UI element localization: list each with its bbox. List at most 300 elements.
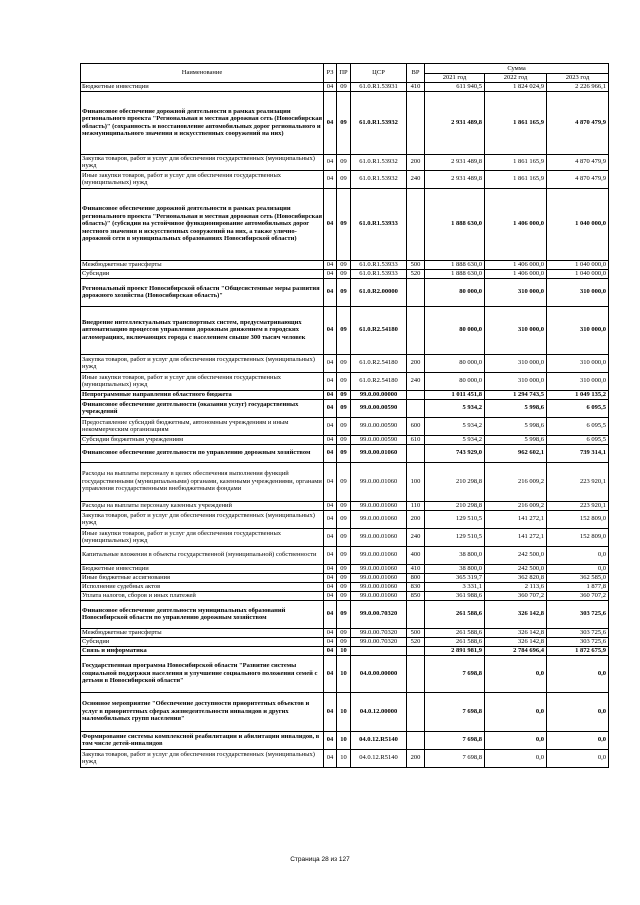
row-vr [407,692,425,731]
table-row [81,354,609,372]
row-value-2021: 743 929,0 [425,444,485,462]
row-value-2023: 1 877,8 [547,582,609,591]
row-value-2023: 0,0 [547,692,609,731]
table-row [81,390,609,399]
row-value-2022: 141 272,1 [485,528,547,546]
row-csr: 61.0.R1.53933 [351,260,407,269]
row-pr: 09 [337,91,351,154]
row-value-2022: 2 784 696,4 [485,646,547,655]
row-csr: 99.0.00.01060 [351,564,407,573]
row-rz: 04 [324,154,337,170]
row-vr [407,444,425,462]
row-value-2022: 0,0 [485,655,547,692]
row-rz: 04 [324,528,337,546]
row-pr: 09 [337,399,351,417]
row-csr: 61.0.R2.54180 [351,354,407,372]
table-row [81,749,609,767]
row-value-2022: 1 861 165,9 [485,91,547,154]
row-rz: 04 [324,278,337,306]
row-name: Непрограммные направления областного бюджета [81,390,324,399]
row-pr: 10 [337,731,351,749]
row-value-2022: 242 500,0 [485,546,547,564]
row-rz: 04 [324,372,337,390]
row-vr: 110 [407,501,425,510]
row-name: Закупка товаров, работ и услуг для обеспечения государственных (муниципальных) нужд [81,354,324,372]
row-vr: 500 [407,260,425,269]
budget-table-sheet [80,63,608,768]
row-value-2023: 310 000,0 [547,306,609,354]
row-csr: 99.0.00.70320 [351,600,407,628]
row-pr: 09 [337,462,351,501]
row-vr: 200 [407,510,425,528]
row-vr [407,278,425,306]
row-value-2023: 6 095,5 [547,417,609,435]
table-row [81,628,609,637]
row-value-2023: 739 314,1 [547,444,609,462]
table-row [81,435,609,444]
row-rz: 04 [324,731,337,749]
table-body [81,83,609,768]
row-value-2022: 360 707,2 [485,591,547,600]
table-row [81,546,609,564]
row-vr: 240 [407,170,425,188]
row-value-2022: 1 406 000,0 [485,188,547,260]
row-pr: 09 [337,628,351,637]
table-row [81,582,609,591]
row-value-2022: 216 009,2 [485,462,547,501]
row-value-2023: 303 725,6 [547,628,609,637]
row-value-2023: 1 049 135,2 [547,390,609,399]
table-row [81,188,609,260]
header-csr: ЦСР [351,64,407,83]
row-rz: 04 [324,546,337,564]
row-pr: 09 [337,591,351,600]
row-pr: 09 [337,510,351,528]
row-pr: 09 [337,83,351,92]
row-value-2022: 5 998,6 [485,399,547,417]
row-vr: 520 [407,637,425,646]
row-value-2021: 7 698,8 [425,731,485,749]
row-name: Иные бюджетные ассигнования [81,573,324,582]
row-vr: 610 [407,435,425,444]
table-row [81,637,609,646]
header-pr: ПР [337,64,351,83]
row-csr: 61.0.R1.53932 [351,170,407,188]
table-row [81,600,609,628]
row-rz: 04 [324,628,337,637]
row-value-2022: 310 000,0 [485,278,547,306]
row-value-2021: 611 940,5 [425,83,485,92]
row-rz: 04 [324,510,337,528]
row-pr: 09 [337,582,351,591]
row-value-2021: 261 588,6 [425,628,485,637]
row-rz: 04 [324,170,337,188]
row-csr: 99.0.00.00000 [351,390,407,399]
row-csr: 61.0.R1.53932 [351,91,407,154]
table-row [81,417,609,435]
row-value-2023: 1 040 000,0 [547,260,609,269]
row-value-2023: 303 725,6 [547,637,609,646]
row-csr: 99.0.00.01060 [351,573,407,582]
header-year-2023: 2023 год [547,74,609,83]
row-value-2023: 362 585,0 [547,573,609,582]
row-pr: 09 [337,188,351,260]
row-name: Связь и информатика [81,646,324,655]
row-csr: 61.0.R1.53933 [351,188,407,260]
row-name: Предоставление субсидий бюджетным, автономным учреждениям и иным некоммерческим организациям [81,417,324,435]
table-row [81,462,609,501]
row-csr: 99.0.00.01060 [351,444,407,462]
table-row [81,692,609,731]
row-rz: 04 [324,444,337,462]
table-row [81,269,609,278]
row-csr: 99.0.00.01060 [351,546,407,564]
row-value-2021: 129 510,5 [425,510,485,528]
row-value-2022: 216 009,2 [485,501,547,510]
row-pr: 09 [337,600,351,628]
table-row [81,655,609,692]
header-year-2021: 2021 год [425,74,485,83]
row-rz: 04 [324,749,337,767]
row-value-2023: 310 000,0 [547,372,609,390]
row-csr: 99.0.00.01060 [351,582,407,591]
row-value-2023: 6 095,5 [547,435,609,444]
table-row [81,501,609,510]
row-value-2023: 4 870 479,9 [547,170,609,188]
row-rz: 04 [324,306,337,354]
row-vr: 400 [407,546,425,564]
row-value-2022: 0,0 [485,731,547,749]
row-rz: 04 [324,591,337,600]
row-pr: 09 [337,528,351,546]
row-name: Формирование системы комплексной реабилитации и абилитации инвалидов, в том числе детей-инвалидов [81,731,324,749]
row-name: Бюджетные инвестиции [81,83,324,92]
table-row [81,573,609,582]
row-vr: 240 [407,528,425,546]
table-row [81,372,609,390]
row-value-2022: 1 406 000,0 [485,269,547,278]
row-value-2022: 2 113,6 [485,582,547,591]
header-sum: Сумма [425,64,609,74]
row-vr: 240 [407,372,425,390]
row-pr: 10 [337,749,351,767]
row-value-2022: 362 820,8 [485,573,547,582]
row-csr: 99.0.00.00590 [351,435,407,444]
row-rz: 04 [324,501,337,510]
row-value-2021: 2 931 489,8 [425,170,485,188]
row-value-2021: 38 800,0 [425,546,485,564]
row-vr: 600 [407,417,425,435]
row-value-2021: 5 934,2 [425,417,485,435]
row-value-2021: 80 000,0 [425,278,485,306]
row-csr [351,646,407,655]
page-number: Страница 28 из 127 [290,856,350,863]
row-pr: 10 [337,655,351,692]
row-value-2023: 0,0 [547,749,609,767]
row-value-2021: 38 800,0 [425,564,485,573]
row-csr: 61.0.R1.53932 [351,154,407,170]
row-value-2022: 1 861 165,9 [485,170,547,188]
row-name: Расходы на выплаты персоналу казенных учреждений [81,501,324,510]
row-name: Межбюджетные трансферты [81,260,324,269]
row-rz: 04 [324,399,337,417]
row-value-2022: 962 602,1 [485,444,547,462]
row-rz: 04 [324,462,337,501]
row-pr: 09 [337,417,351,435]
row-pr: 09 [337,154,351,170]
row-pr: 10 [337,646,351,655]
row-value-2021: 5 934,2 [425,399,485,417]
row-value-2021: 7 698,8 [425,749,485,767]
row-name: Закупка товаров, работ и услуг для обеспечения государственных (муниципальных) нужд [81,510,324,528]
row-name: Капитальные вложения в объекты государственной (муниципальной) собственности [81,546,324,564]
row-csr: 04.0.00.00000 [351,655,407,692]
row-rz: 04 [324,260,337,269]
row-value-2023: 152 809,0 [547,528,609,546]
table-row [81,444,609,462]
row-name: Уплата налогов, сборов и иных платежей [81,591,324,600]
row-name: Финансовое обеспечение деятельности (оказания услуг) государственных учреждений [81,399,324,417]
row-rz: 04 [324,573,337,582]
header-year-2022: 2022 год [485,74,547,83]
row-csr: 61.0.R2.54180 [351,372,407,390]
row-vr: 200 [407,354,425,372]
row-value-2022: 310 000,0 [485,372,547,390]
row-name: Иные закупки товаров, работ и услуг для обеспечения государственных (муниципальных) нужд [81,528,324,546]
row-value-2021: 7 698,8 [425,692,485,731]
row-value-2022: 5 998,6 [485,435,547,444]
row-vr: 200 [407,154,425,170]
row-value-2023: 6 095,5 [547,399,609,417]
row-value-2023: 0,0 [547,546,609,564]
row-value-2021: 5 934,2 [425,435,485,444]
row-value-2022: 310 000,0 [485,306,547,354]
row-value-2022: 326 142,8 [485,628,547,637]
row-vr [407,399,425,417]
row-vr: 410 [407,564,425,573]
row-value-2022: 1 824 024,9 [485,83,547,92]
row-csr: 99.0.00.01060 [351,591,407,600]
row-rz: 04 [324,91,337,154]
row-value-2022: 310 000,0 [485,354,547,372]
table-row [81,510,609,528]
row-pr: 09 [337,372,351,390]
row-value-2021: 3 331,1 [425,582,485,591]
row-name: Исполнение судебных актов [81,582,324,591]
row-csr: 61.0.R1.53931 [351,83,407,92]
row-value-2021: 210 298,8 [425,462,485,501]
table-row [81,528,609,546]
row-rz: 04 [324,390,337,399]
row-csr: 99.0.00.01060 [351,528,407,546]
row-value-2021: 1 011 451,8 [425,390,485,399]
row-name: Расходы на выплаты персоналу в целях обеспечения выполнения функций государственными (муниципальными) органами, казенными учреждениями, органами управления государственными внебюджетными фондами [81,462,324,501]
row-value-2021: 1 888 630,0 [425,269,485,278]
row-pr: 09 [337,170,351,188]
row-vr: 800 [407,573,425,582]
header-vr: ВР [407,64,425,83]
table-row [81,399,609,417]
row-name: Основное мероприятие "Обеспечение доступности приоритетных объектов и услуг в приоритетных сферах жизнедеятельности инвалидов и других маломобильных групп населения" [81,692,324,731]
row-csr: 99.0.00.00590 [351,417,407,435]
row-name: Субсидии [81,269,324,278]
row-rz: 04 [324,564,337,573]
row-rz: 04 [324,417,337,435]
row-name: Финансовое обеспечение дорожной деятельности в рамках реализации регионального проекта "Региональная и местная дорожная сеть (Новосибирская область)" (сохранность и восстановление автомобильных дорог регионального и межмуниципального значения и искусственных сооружений на них) [81,91,324,154]
row-vr: 410 [407,83,425,92]
row-name: Иные закупки товаров, работ и услуг для обеспечения государственных (муниципальных) нужд [81,372,324,390]
row-name: Внедрение интеллектуальных транспортных систем, предусматривающих автоматизацию процессов управления дорожным движением в городских агломерациях, включающих города с населением свыше 300 тысяч человек [81,306,324,354]
row-vr [407,600,425,628]
row-vr [407,655,425,692]
row-value-2023: 0,0 [547,731,609,749]
row-vr [407,646,425,655]
row-pr: 09 [337,354,351,372]
row-value-2021: 2 931 489,8 [425,154,485,170]
row-name: Субсидии бюджетным учреждениям [81,435,324,444]
row-pr: 09 [337,306,351,354]
row-value-2023: 310 000,0 [547,354,609,372]
row-value-2022: 1 294 743,5 [485,390,547,399]
row-vr: 500 [407,628,425,637]
row-value-2023: 360 707,2 [547,591,609,600]
row-value-2021: 2 891 981,9 [425,646,485,655]
table-row [81,170,609,188]
row-name: Государственная программа Новосибирской области "Развитие системы социальной поддержки населения и улучшение социального положения семей с детьми в Новосибирской области" [81,655,324,692]
row-vr: 100 [407,462,425,501]
budget-table [80,63,609,768]
row-value-2021: 80 000,0 [425,372,485,390]
row-csr: 99.0.00.00590 [351,399,407,417]
row-csr: 04.0.12.R5140 [351,749,407,767]
table-row [81,83,609,92]
table-row [81,260,609,269]
row-value-2021: 129 510,5 [425,528,485,546]
table-row [81,91,609,154]
row-value-2023: 2 226 966,1 [547,83,609,92]
row-value-2021: 7 698,8 [425,655,485,692]
row-value-2023: 1 872 675,9 [547,646,609,655]
row-rz: 04 [324,354,337,372]
row-vr: 520 [407,269,425,278]
row-value-2022: 326 142,8 [485,600,547,628]
row-name: Субсидии [81,637,324,646]
row-value-2021: 261 588,6 [425,600,485,628]
table-row [81,564,609,573]
row-value-2023: 4 870 479,9 [547,91,609,154]
row-value-2022: 242 500,0 [485,564,547,573]
row-csr: 99.0.00.01060 [351,510,407,528]
row-vr [407,306,425,354]
row-value-2022: 0,0 [485,692,547,731]
row-value-2023: 1 040 000,0 [547,269,609,278]
row-csr: 99.0.00.70320 [351,628,407,637]
row-vr [407,390,425,399]
row-value-2021: 80 000,0 [425,354,485,372]
table-row [81,278,609,306]
row-pr: 09 [337,444,351,462]
row-pr: 09 [337,390,351,399]
row-pr: 09 [337,546,351,564]
table-row [81,731,609,749]
row-value-2021: 1 888 630,0 [425,260,485,269]
row-vr: 200 [407,749,425,767]
row-csr: 99.0.00.01060 [351,501,407,510]
row-pr: 10 [337,692,351,731]
row-name: Бюджетные инвестиции [81,564,324,573]
row-rz: 04 [324,83,337,92]
row-pr: 09 [337,260,351,269]
row-value-2023: 4 870 479,9 [547,154,609,170]
row-rz: 04 [324,646,337,655]
row-value-2023: 223 920,1 [547,501,609,510]
row-csr: 61.0.R2.00000 [351,278,407,306]
row-value-2021: 80 000,0 [425,306,485,354]
row-csr: 04.0.12.R5140 [351,731,407,749]
row-value-2022: 326 142,8 [485,637,547,646]
row-value-2023: 303 725,6 [547,600,609,628]
row-csr: 61.0.R2.54180 [351,306,407,354]
table-row [81,154,609,170]
row-pr: 09 [337,435,351,444]
row-csr: 99.0.00.70320 [351,637,407,646]
row-value-2023: 1 040 000,0 [547,188,609,260]
row-value-2021: 365 319,7 [425,573,485,582]
row-value-2023: 310 000,0 [547,278,609,306]
row-pr: 09 [337,501,351,510]
row-value-2021: 2 931 489,8 [425,91,485,154]
row-pr: 09 [337,269,351,278]
table-row [81,306,609,354]
row-name: Иные закупки товаров, работ и услуг для обеспечения государственных (муниципальных) нужд [81,170,324,188]
row-rz: 04 [324,655,337,692]
row-value-2023: 0,0 [547,655,609,692]
row-value-2023: 152 809,0 [547,510,609,528]
row-name: Финансовое обеспечение деятельности муниципальных образований Новосибирской области по управлению дорожным хозяйством [81,600,324,628]
row-value-2021: 361 988,6 [425,591,485,600]
row-pr: 09 [337,573,351,582]
row-value-2022: 0,0 [485,749,547,767]
row-pr: 09 [337,564,351,573]
row-name: Региональный проект Новосибирской области "Общесистемные меры развития дорожного хозяйства (Новосибирская область)" [81,278,324,306]
row-vr: 830 [407,582,425,591]
row-value-2022: 141 272,1 [485,510,547,528]
row-name: Закупка товаров, работ и услуг для обеспечения государственных (муниципальных) нужд [81,154,324,170]
row-value-2021: 210 298,8 [425,501,485,510]
row-rz: 04 [324,188,337,260]
row-rz: 04 [324,600,337,628]
row-rz: 04 [324,269,337,278]
row-vr [407,91,425,154]
header-name: Наименование [81,64,324,83]
row-value-2021: 261 588,6 [425,637,485,646]
table-row [81,591,609,600]
row-vr [407,731,425,749]
row-value-2023: 223 920,1 [547,462,609,501]
header-rz: РЗ [324,64,337,83]
row-name: Финансовое обеспечение деятельности по управлению дорожным хозяйством [81,444,324,462]
row-value-2022: 1 861 165,9 [485,154,547,170]
row-rz: 04 [324,582,337,591]
row-pr: 09 [337,637,351,646]
row-value-2022: 1 406 000,0 [485,260,547,269]
row-rz: 04 [324,435,337,444]
row-name: Закупка товаров, работ и услуг для обеспечения государственных (муниципальных) нужд [81,749,324,767]
row-name: Межбюджетные трансферты [81,628,324,637]
row-vr [407,188,425,260]
row-rz: 04 [324,637,337,646]
row-value-2023: 0,0 [547,564,609,573]
